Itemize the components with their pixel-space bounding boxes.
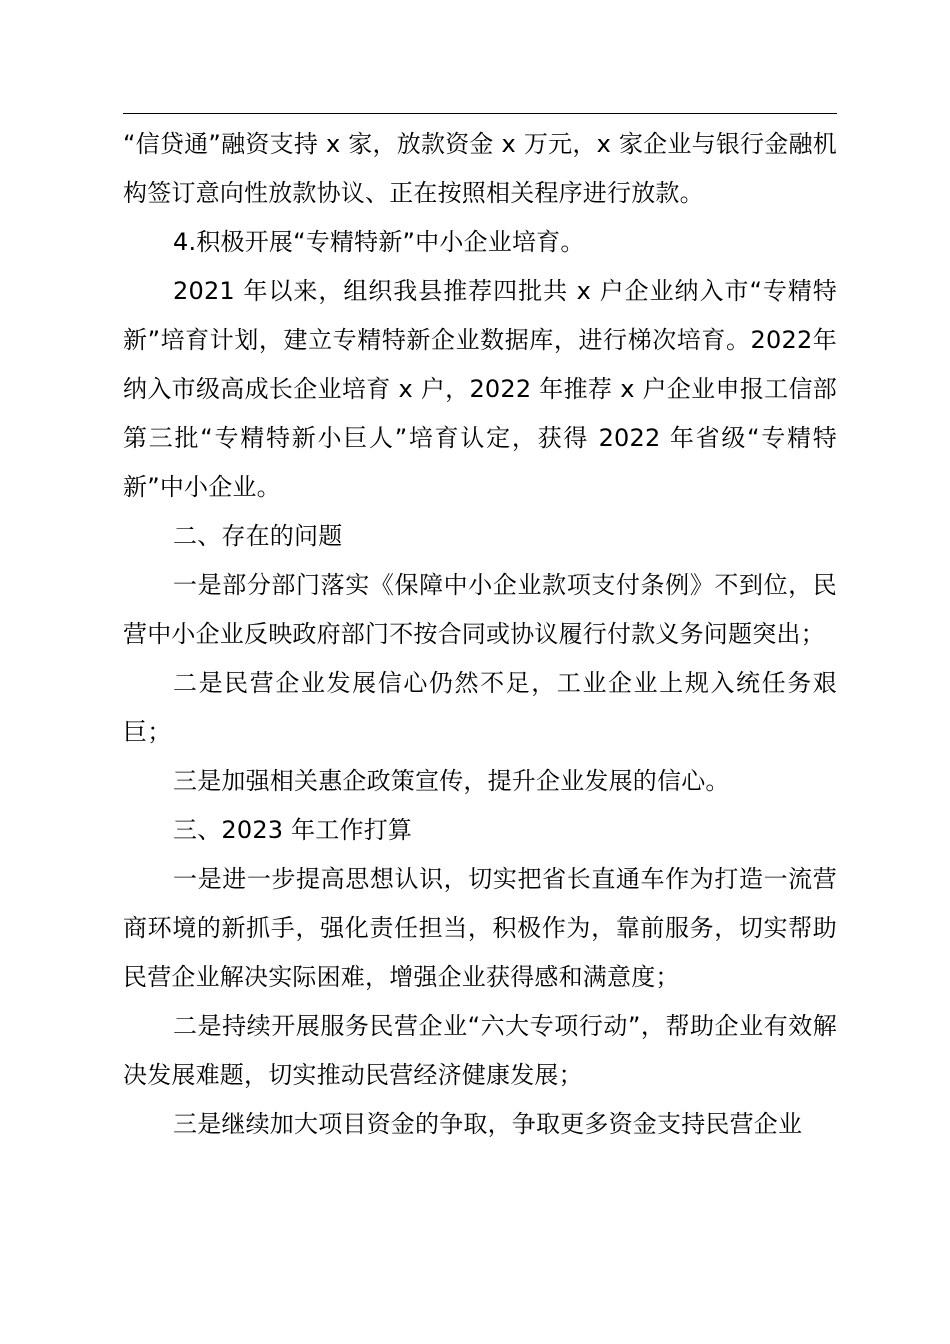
plan-item-3: 三是继续加大项目资金的争取，争取更多资金支持民营企业 xyxy=(173,1110,803,1138)
section-heading-problems: 二、存在的问题 xyxy=(173,522,343,550)
document-body xyxy=(123,120,837,1149)
problem-item-3: 三是加强相关惠企政策宣传，提升企业发展的信心。 xyxy=(173,767,730,795)
section-heading-4: 4.积极开展“专精特新”中小企业培育。 xyxy=(173,228,585,256)
paragraph-specialized-enterprises: 2021 年以来，组织我县推荐四批共 x 户企业纳入市“专精特新”培育计划，建立专精特新企业数据库，进行梯次培育。2022年纳入市级高成长企业培育 x 户，2022 年推荐 x 户企业申报工信部第三批“专精特新小巨人”培育认定，获得 2022 年省级“专精特新”中小企业。 xyxy=(123,277,837,501)
section-heading-2023-plan: 三、2023 年工作打算 xyxy=(173,816,413,844)
header-rule xyxy=(123,113,837,114)
problem-item-2: 二是民营企业发展信心仍然不足，工业企业上规入统任务艰巨； xyxy=(123,669,837,746)
problem-item-1: 一是部分部门落实《保障中小企业款项支付条例》不到位，民营中小企业反映政府部门不按合同或协议履行付款义务问题突出； xyxy=(123,571,837,648)
plan-item-2: 二是持续开展服务民营企业“六大专项行动”，帮助企业有效解决发展难题，切实推动民营经济健康发展； xyxy=(123,1012,837,1089)
plan-item-1: 一是进一步提高思想认识，切实把省长直通车作为打造一流营商环境的新抓手，强化责任担当，积极作为，靠前服务，切实帮助民营企业解决实际困难，增强企业获得感和满意度； xyxy=(123,865,837,991)
paragraph-continuation: “信贷通”融资支持 x 家，放款资金 x 万元，x 家企业与银行金融机构签订意向性放款协议、正在按照相关程序进行放款。 xyxy=(123,130,837,207)
